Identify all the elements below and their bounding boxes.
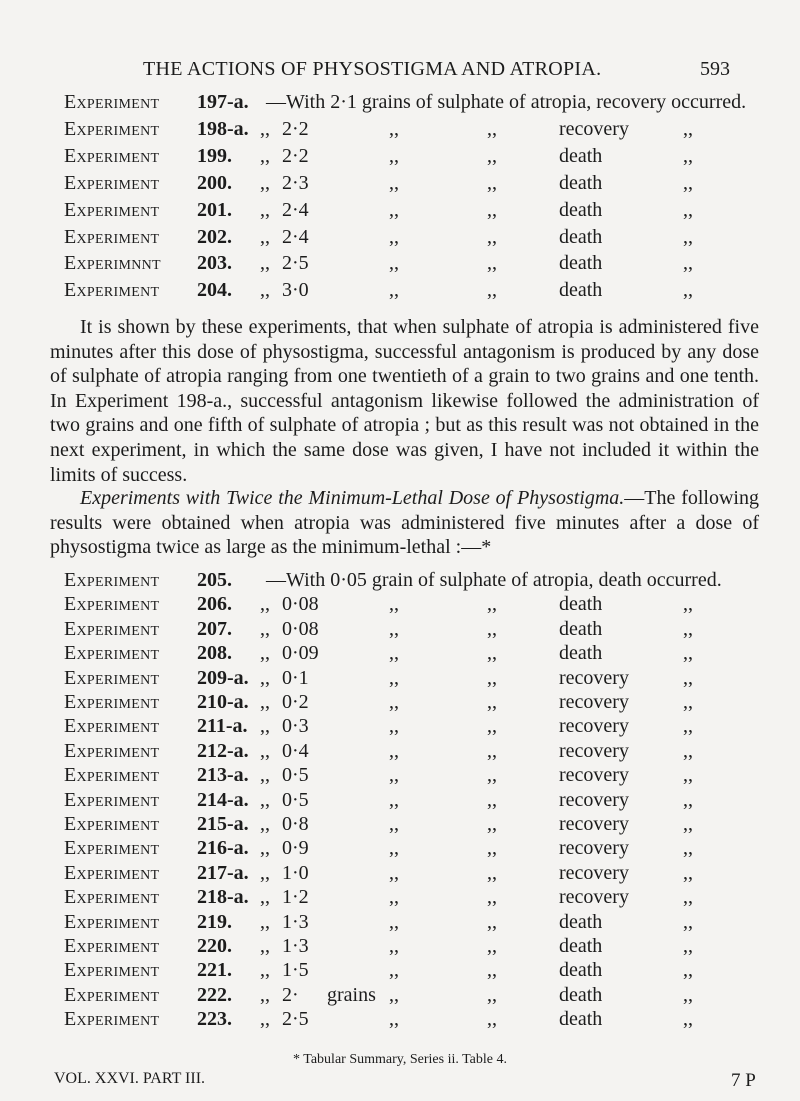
ditto-mark: ,, xyxy=(260,252,270,275)
ditto-mark: ,, xyxy=(260,861,270,884)
ditto-mark: ,, xyxy=(487,788,497,811)
experiment-number: 223. xyxy=(197,1008,232,1031)
ditto-mark: ,, xyxy=(683,1008,693,1031)
experiment-label: Experiment xyxy=(64,739,160,762)
experiment-label: Experimnnt xyxy=(64,252,161,275)
ditto-mark: ,, xyxy=(389,837,399,860)
experiment-label: Experiment xyxy=(64,764,160,787)
atropia-dose: 0·2 xyxy=(282,691,309,713)
outcome: recovery xyxy=(559,691,629,713)
ditto-mark: ,, xyxy=(389,117,399,140)
ditto-mark: ,, xyxy=(389,642,399,665)
ditto-mark: ,, xyxy=(260,691,270,713)
ditto-mark: ,, xyxy=(389,959,399,982)
experiment-label: Experiment xyxy=(64,198,160,221)
experiment-number: 205. xyxy=(197,569,232,591)
ditto-mark: ,, xyxy=(389,788,399,811)
experiment-number: 212-a. xyxy=(197,739,249,762)
table-row xyxy=(0,279,800,309)
outcome: recovery xyxy=(559,666,629,689)
page-footer xyxy=(0,1070,800,1094)
ditto-mark: ,, xyxy=(683,198,693,221)
ditto-mark: ,, xyxy=(260,642,270,665)
experiment-number: 206. xyxy=(197,593,232,616)
ditto-mark: ,, xyxy=(389,225,399,248)
page-header xyxy=(0,50,800,90)
ditto-mark: ,, xyxy=(260,1008,270,1031)
experiment-number: 222. xyxy=(197,983,232,1006)
ditto-mark: ,, xyxy=(487,715,497,738)
outcome: death xyxy=(559,225,603,248)
ditto-mark: ,, xyxy=(487,225,497,248)
section-heading: Experiments with Twice the Minimum-Lethal Dose of Physostigma. xyxy=(80,487,625,509)
table-row xyxy=(0,172,800,202)
ditto-mark: ,, xyxy=(389,983,399,1006)
ditto-mark: ,, xyxy=(487,593,497,616)
atropia-dose: 2·3 xyxy=(282,171,309,194)
outcome: death xyxy=(559,198,603,221)
experiment-label: Experiment xyxy=(64,861,160,884)
experiment-label: Experiment xyxy=(64,569,160,591)
ditto-mark: ,, xyxy=(260,171,270,194)
ditto-mark: ,, xyxy=(683,117,693,140)
ditto-mark: ,, xyxy=(260,813,270,835)
ditto-mark: ,, xyxy=(683,813,693,835)
experiment-number: 203. xyxy=(197,252,232,275)
experiment-number: 216-a. xyxy=(197,837,249,860)
experiment-number: 221. xyxy=(197,959,232,982)
ditto-mark: ,, xyxy=(260,764,270,787)
experiment-label: Experiment xyxy=(64,91,160,113)
experiment-statement: —With 0·05 grain of sulphate of atropia, death occurred. xyxy=(266,569,722,591)
ditto-mark: ,, xyxy=(683,983,693,1006)
atropia-dose: 2·4 xyxy=(282,225,309,248)
ditto-mark: ,, xyxy=(260,837,270,860)
ditto-mark: ,, xyxy=(683,593,693,616)
ditto-mark: ,, xyxy=(683,252,693,275)
ditto-mark: ,, xyxy=(389,198,399,221)
experiment-label: Experiment xyxy=(64,279,160,302)
outcome: death xyxy=(559,171,603,194)
ditto-mark: ,, xyxy=(487,666,497,689)
table-row xyxy=(0,145,800,175)
experiment-label: Experiment xyxy=(64,593,160,616)
volume-line: VOL. XXVI. PART III. xyxy=(54,1070,206,1087)
ditto-mark: ,, xyxy=(487,691,497,713)
experiment-number: 213-a. xyxy=(197,764,249,787)
ditto-mark: ,, xyxy=(389,171,399,194)
experiment-number: 200. xyxy=(197,171,232,194)
outcome: recovery xyxy=(559,764,629,787)
ditto-mark: ,, xyxy=(683,910,693,933)
experiment-label: Experiment xyxy=(64,171,160,194)
atropia-dose: 1·2 xyxy=(282,886,309,909)
ditto-mark: ,, xyxy=(260,117,270,140)
ditto-mark: ,, xyxy=(487,642,497,665)
ditto-mark: ,, xyxy=(389,144,399,167)
ditto-mark: ,, xyxy=(389,861,399,884)
ditto-mark: ,, xyxy=(683,886,693,909)
experiment-label: Experiment xyxy=(64,935,160,957)
atropia-dose: 0·09 xyxy=(282,642,319,665)
experiment-label: Experiment xyxy=(64,983,160,1006)
ditto-mark: ,, xyxy=(260,739,270,762)
atropia-dose: 1·3 xyxy=(282,910,309,933)
ditto-mark: ,, xyxy=(683,666,693,689)
ditto-mark: ,, xyxy=(487,252,497,275)
ditto-mark: ,, xyxy=(389,764,399,787)
experiment-number: 210-a. xyxy=(197,691,249,713)
ditto-mark: ,, xyxy=(260,886,270,909)
experiment-number: 198-a. xyxy=(197,117,249,140)
ditto-mark: ,, xyxy=(487,959,497,982)
experiment-number: 219. xyxy=(197,910,232,933)
ditto-mark: ,, xyxy=(683,935,693,957)
experiment-number: 220. xyxy=(197,935,232,957)
ditto-mark: ,, xyxy=(389,715,399,738)
page-number: 593 xyxy=(700,58,730,80)
ditto-mark: ,, xyxy=(487,983,497,1006)
ditto-mark: ,, xyxy=(683,225,693,248)
experiment-statement: —With 2·1 grains of sulphate of atropia, recovery occurred. xyxy=(266,91,747,113)
ditto-mark: ,, xyxy=(260,617,270,640)
outcome: death xyxy=(559,959,603,982)
outcome: recovery xyxy=(559,788,629,811)
experiment-number: 199. xyxy=(197,144,232,167)
ditto-mark: ,, xyxy=(260,983,270,1006)
outcome: death xyxy=(559,983,603,1006)
dose-unit: grains xyxy=(327,983,376,1006)
ditto-mark: ,, xyxy=(683,279,693,302)
ditto-mark: ,, xyxy=(260,279,270,302)
ditto-mark: ,, xyxy=(260,666,270,689)
paragraph-summary: It is shown by these experiments, that when sulphate of atropia is administered five minutes after this dose of physostigma, successful antagonism is produced by any dose of sulphate of atropia ranging from one twentieth of a grain to two grains and one tenth. In Experiment 198-a., successful antagonism likewise followed the administration of two grains and one fifth of sulphate of atropia ; but as this result was not obtained in the next experiment, in which the same dose was given, I have not included it within the limits of success. xyxy=(50,316,759,486)
experiment-number: 201. xyxy=(197,198,232,221)
paragraph-twice-dose xyxy=(50,486,759,560)
section-intro-text: —The following results were obtained when atropia was administered five minutes after a dose of physostigma twice as large as the minimum-lethal :—* xyxy=(50,487,759,559)
ditto-mark: ,, xyxy=(260,593,270,616)
table-row xyxy=(0,118,800,148)
footnote: * Tabular Summary, Series ii. Table 4. xyxy=(293,1052,507,1067)
experiment-label: Experiment xyxy=(64,886,160,909)
ditto-mark: ,, xyxy=(683,171,693,194)
outcome: death xyxy=(559,935,603,957)
table-row xyxy=(0,1008,800,1038)
ditto-mark: ,, xyxy=(260,715,270,738)
outcome: recovery xyxy=(559,813,629,835)
ditto-mark: ,, xyxy=(683,861,693,884)
experiment-label: Experiment xyxy=(64,837,160,860)
ditto-mark: ,, xyxy=(487,935,497,957)
experiment-label: Experiment xyxy=(64,617,160,640)
outcome: death xyxy=(559,617,603,640)
experiment-number: 197-a. xyxy=(197,91,249,113)
ditto-mark: ,, xyxy=(260,225,270,248)
ditto-mark: ,, xyxy=(683,617,693,640)
experiment-label: Experiment xyxy=(64,691,160,713)
ditto-mark: ,, xyxy=(487,837,497,860)
atropia-dose: 0·8 xyxy=(282,813,309,835)
ditto-mark: ,, xyxy=(683,739,693,762)
outcome: recovery xyxy=(559,117,629,140)
ditto-mark: ,, xyxy=(260,788,270,811)
ditto-mark: ,, xyxy=(389,739,399,762)
ditto-mark: ,, xyxy=(260,910,270,933)
ditto-mark: ,, xyxy=(487,861,497,884)
ditto-mark: ,, xyxy=(260,935,270,957)
atropia-dose: 0·4 xyxy=(282,739,309,762)
running-title: THE ACTIONS OF PHYSOSTIGMA AND ATROPIA. xyxy=(143,58,602,80)
outcome: death xyxy=(559,144,603,167)
outcome: death xyxy=(559,1008,603,1031)
outcome: death xyxy=(559,910,603,933)
table-row xyxy=(0,91,800,121)
experiment-number: 214-a. xyxy=(197,788,249,811)
ditto-mark: ,, xyxy=(389,279,399,302)
atropia-dose: 2· xyxy=(282,983,299,1006)
ditto-mark: ,, xyxy=(683,642,693,665)
experiment-number: 207. xyxy=(197,617,232,640)
ditto-mark: ,, xyxy=(389,593,399,616)
table-row xyxy=(0,226,800,256)
ditto-mark: ,, xyxy=(487,198,497,221)
ditto-mark: ,, xyxy=(487,279,497,302)
experiment-label: Experiment xyxy=(64,642,160,665)
experiment-label: Experiment xyxy=(64,117,160,140)
atropia-dose: 0·08 xyxy=(282,593,319,616)
experiment-label: Experiment xyxy=(64,788,160,811)
ditto-mark: ,, xyxy=(389,617,399,640)
atropia-dose: 0·1 xyxy=(282,666,309,689)
ditto-mark: ,, xyxy=(260,144,270,167)
experiment-number: 217-a. xyxy=(197,861,249,884)
ditto-mark: ,, xyxy=(487,117,497,140)
experiment-number: 209-a. xyxy=(197,666,249,689)
ditto-mark: ,, xyxy=(683,691,693,713)
ditto-mark: ,, xyxy=(389,1008,399,1031)
outcome: recovery xyxy=(559,715,629,738)
atropia-dose: 2·5 xyxy=(282,1008,309,1031)
ditto-mark: ,, xyxy=(260,959,270,982)
ditto-mark: ,, xyxy=(487,910,497,933)
atropia-dose: 2·5 xyxy=(282,252,309,275)
atropia-dose: 0·08 xyxy=(282,617,319,640)
ditto-mark: ,, xyxy=(487,813,497,835)
experiment-number: 202. xyxy=(197,225,232,248)
ditto-mark: ,, xyxy=(389,935,399,957)
ditto-mark: ,, xyxy=(683,764,693,787)
ditto-mark: ,, xyxy=(683,837,693,860)
experiment-number: 215-a. xyxy=(197,813,249,835)
table-row xyxy=(0,199,800,229)
experiment-label: Experiment xyxy=(64,910,160,933)
atropia-dose: 1·3 xyxy=(282,935,309,957)
ditto-mark: ,, xyxy=(260,198,270,221)
ditto-mark: ,, xyxy=(683,788,693,811)
outcome: recovery xyxy=(559,739,629,762)
ditto-mark: ,, xyxy=(487,1008,497,1031)
atropia-dose: 0·5 xyxy=(282,764,309,787)
experiment-number: 204. xyxy=(197,279,232,302)
ditto-mark: ,, xyxy=(389,666,399,689)
experiment-number: 208. xyxy=(197,642,232,665)
ditto-mark: ,, xyxy=(487,617,497,640)
table-row xyxy=(0,252,800,282)
ditto-mark: ,, xyxy=(389,910,399,933)
experiment-label: Experiment xyxy=(64,715,160,738)
experiment-label: Experiment xyxy=(64,144,160,167)
atropia-dose: 0·9 xyxy=(282,837,309,860)
experiment-number: 218-a. xyxy=(197,886,249,909)
ditto-mark: ,, xyxy=(683,715,693,738)
atropia-dose: 2·4 xyxy=(282,198,309,221)
ditto-mark: ,, xyxy=(389,691,399,713)
atropia-dose: 0·3 xyxy=(282,715,309,738)
ditto-mark: ,, xyxy=(683,144,693,167)
ditto-mark: ,, xyxy=(487,171,497,194)
outcome: recovery xyxy=(559,886,629,909)
experiment-label: Experiment xyxy=(64,666,160,689)
experiment-label: Experiment xyxy=(64,959,160,982)
atropia-dose: 2·2 xyxy=(282,144,309,167)
outcome: recovery xyxy=(559,861,629,884)
outcome: death xyxy=(559,279,603,302)
atropia-dose: 2·2 xyxy=(282,117,309,140)
ditto-mark: ,, xyxy=(487,739,497,762)
atropia-dose: 3·0 xyxy=(282,279,309,302)
ditto-mark: ,, xyxy=(389,886,399,909)
ditto-mark: ,, xyxy=(389,813,399,835)
outcome: death xyxy=(559,593,603,616)
atropia-dose: 1·0 xyxy=(282,861,309,884)
outcome: recovery xyxy=(559,837,629,860)
experiment-number: 211-a. xyxy=(197,715,248,738)
outcome: death xyxy=(559,642,603,665)
atropia-dose: 1·5 xyxy=(282,959,309,982)
experiment-label: Experiment xyxy=(64,1008,160,1031)
experiment-label: Experiment xyxy=(64,813,160,835)
ditto-mark: ,, xyxy=(389,252,399,275)
atropia-dose: 0·5 xyxy=(282,788,309,811)
ditto-mark: ,, xyxy=(487,764,497,787)
signature-mark: 7 P xyxy=(731,1070,756,1091)
experiment-label: Experiment xyxy=(64,225,160,248)
ditto-mark: ,, xyxy=(683,959,693,982)
ditto-mark: ,, xyxy=(487,144,497,167)
ditto-mark: ,, xyxy=(487,886,497,909)
outcome: death xyxy=(559,252,603,275)
